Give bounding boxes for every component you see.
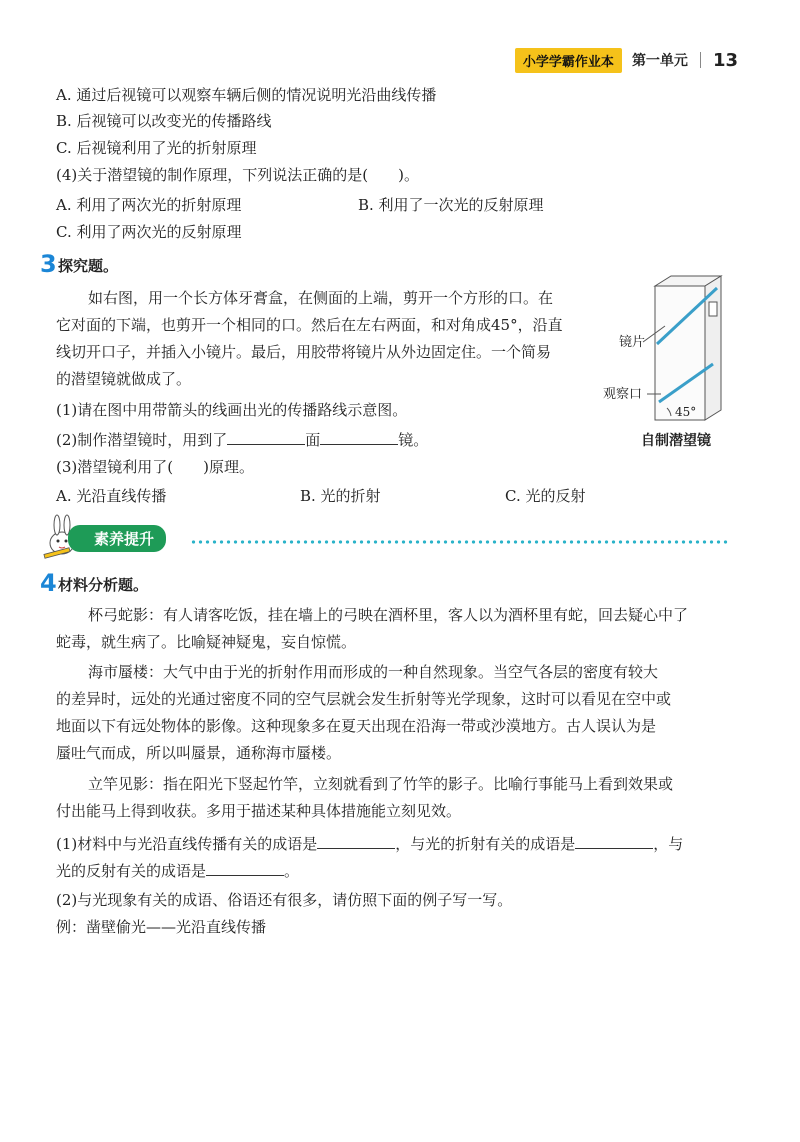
q3-sub-3: (3)潜望镜利用了( )原理。 <box>56 458 254 476</box>
banner-label: 素养提升 <box>68 525 166 552</box>
q3-paragraph-line: 如右图，用一个长方体牙膏盒，在侧面的上端，剪开一个方形的口。在 <box>88 289 554 307</box>
q4-paragraph-line: 立竿见影：指在阳光下竖起竹竿，立刻就看到了竹竿的影子。比喻行事能马上看到效果或 <box>88 775 674 793</box>
question-title-3: 探究题。 <box>58 257 119 275</box>
question-title-4: 材料分析题。 <box>58 576 149 594</box>
q3-option-a: A. 光沿直线传播 <box>56 487 167 505</box>
option-b: B. 后视镜可以改变光的传播路线 <box>56 112 272 130</box>
q3-sub-1: (1)请在图中用带箭头的线画出光的传播路线示意图。 <box>56 401 408 419</box>
question-number-3: 3 <box>40 250 57 278</box>
q3-paragraph-line: 的潜望镜就做成了。 <box>56 370 192 388</box>
q4-example: 例：凿壁偷光——光沿直线传播 <box>56 918 267 936</box>
dotted-divider <box>190 540 730 544</box>
figure-caption: 自制潜望镜 <box>641 433 711 449</box>
q3-option-c: C. 光的反射 <box>505 487 586 505</box>
q3-paragraph-line: 线切开口子，并插入小镜片。最后，用胶带将镜片从外边固定住。一个简易 <box>56 343 552 361</box>
q4-sub-1-cont <box>56 859 299 882</box>
sub4-option-c: C. 利用了两次光的反射原理 <box>56 223 242 241</box>
q4-sub-2: (2)与光现象有关的成语、俗语还有很多，请仿照下面的例子写一写。 <box>56 891 513 909</box>
section-banner <box>40 513 740 563</box>
unit-label: 第一单元 <box>631 53 688 69</box>
q3-paragraph-line: 它对面的下端，也剪开一个相同的口。然后在左右两面，和对角成45°，沿直 <box>56 316 563 334</box>
sub4-option-a: A. 利用了两次光的折射原理 <box>56 196 242 214</box>
q4-paragraph-line: 杯弓蛇影：有人请客吃饭，挂在墙上的弓映在酒杯里，客人以为酒杯里有蛇，回去疑心中了 <box>88 606 689 624</box>
q4-sub-1-text: ，与光的折射有关的成语是 <box>395 835 576 853</box>
q3-option-b: B. 光的折射 <box>300 487 381 505</box>
q3-sub-2 <box>56 428 428 451</box>
q3-sub-2-text: 镜。 <box>398 431 429 449</box>
q4-sub-1-text: (1)材料中与光沿直线传播有关的成语是 <box>56 835 318 853</box>
answer-blank[interactable] <box>206 859 284 876</box>
q4-sub-1 <box>56 832 683 855</box>
periscope-diagram <box>595 268 745 428</box>
q4-paragraph-line: 地面以下有远处物体的影像。这种现象多在夏天出现在沿海一带或沙漠地方。古人误认为是 <box>56 717 657 735</box>
answer-blank[interactable] <box>317 832 395 849</box>
option-c: C. 后视镜利用了光的折射原理 <box>56 139 257 157</box>
answer-blank[interactable] <box>575 832 653 849</box>
page-header <box>515 47 738 73</box>
answer-blank[interactable] <box>227 428 305 445</box>
q4-paragraph-line: 蜃吐气而成，所以叫蜃景，通称海市蜃楼。 <box>56 744 342 762</box>
q3-sub-2-text: 面 <box>305 431 321 449</box>
option-a: A. 通过后视镜可以观察车辆后侧的情况说明光沿曲线传播 <box>56 86 437 104</box>
book-title-badge: 小学学霸作业本 <box>515 48 622 73</box>
header-divider <box>700 52 701 68</box>
angle-label: 45° <box>675 405 697 419</box>
sub-question-4: (4)关于潜望镜的制作原理，下列说法正确的是( )。 <box>56 166 419 184</box>
q4-paragraph-line: 付出能马上得到收获。多用于描述某种具体措施能立刻见效。 <box>56 802 462 820</box>
page-number: 13 <box>712 49 738 71</box>
window-label: 观察口 <box>603 387 643 402</box>
q4-sub-1-text: 光的反射有关的成语是 <box>56 862 207 880</box>
question-number-4: 4 <box>40 569 57 597</box>
q4-paragraph-line: 海市蜃楼：大气中由于光的折射作用而形成的一种自然现象。当空气各层的密度有较大 <box>88 663 659 681</box>
q4-sub-1-text: ，与 <box>653 835 684 853</box>
q4-paragraph-line: 蛇毒，就生病了。比喻疑神疑鬼，妄自惊慌。 <box>56 633 357 651</box>
top-opening <box>709 302 717 316</box>
q3-sub-2-text: (2)制作潜望镜时，用到了 <box>56 431 228 449</box>
q4-paragraph-line: 的差异时，远处的光通过密度不同的空气层就会发生折射等光学现象，这时可以看见在空中或 <box>56 690 672 708</box>
mirror-label: 镜片 <box>619 335 646 350</box>
answer-blank[interactable] <box>320 428 398 445</box>
q4-sub-1-text: 。 <box>284 862 300 880</box>
sub4-option-b: B. 利用了一次光的反射原理 <box>358 196 544 214</box>
